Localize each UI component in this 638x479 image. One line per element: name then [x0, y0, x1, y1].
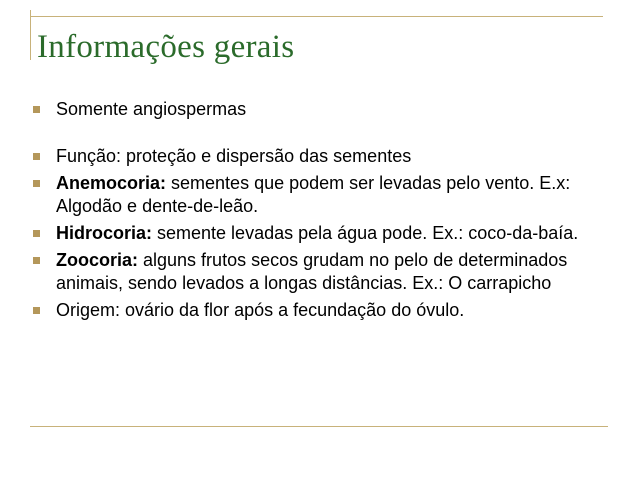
bullet-item-angiospermas — [30, 98, 610, 121]
bullet-item-anemocoria — [30, 172, 610, 218]
bullet-item-origem — [30, 299, 610, 322]
bullet-text: Função: proteção e dispersão das sementes — [56, 146, 412, 166]
bullet-text: Origem: ovário da flor após a fecundação do óvulo. — [56, 300, 465, 320]
bullet-text: semente levadas pela água pode. Ex.: coco-da-baía. — [152, 223, 579, 243]
bullet-term: Anemocoria: — [56, 173, 167, 193]
bullet-term: Zoocoria: — [56, 250, 139, 270]
bullet-list — [30, 98, 610, 326]
square-bullet-icon — [33, 180, 40, 187]
square-bullet-icon — [33, 153, 40, 160]
square-bullet-icon — [33, 257, 40, 264]
square-bullet-icon — [33, 307, 40, 314]
bullet-text: alguns frutos secos grudam no pelo de determinados animais, sendo levados a longas distâncias. Ex.: O carrapicho — [56, 250, 568, 293]
decorative-top-rule — [30, 16, 603, 17]
slide-title: Informações gerais — [37, 29, 295, 65]
bullet-item-funcao — [30, 145, 610, 168]
decorative-vertical-rule — [30, 10, 31, 60]
bullet-text: sementes que podem ser levadas pelo vento. E.x: Algodão e dente-de-leão. — [56, 173, 571, 216]
bullet-item-hidrocoria — [30, 222, 610, 245]
square-bullet-icon — [33, 230, 40, 237]
square-bullet-icon — [33, 106, 40, 113]
decorative-bottom-rule — [30, 426, 608, 427]
bullet-text: Somente angiospermas — [56, 99, 247, 119]
bullet-item-zoocoria — [30, 249, 610, 295]
bullet-term: Hidrocoria: — [56, 223, 153, 243]
